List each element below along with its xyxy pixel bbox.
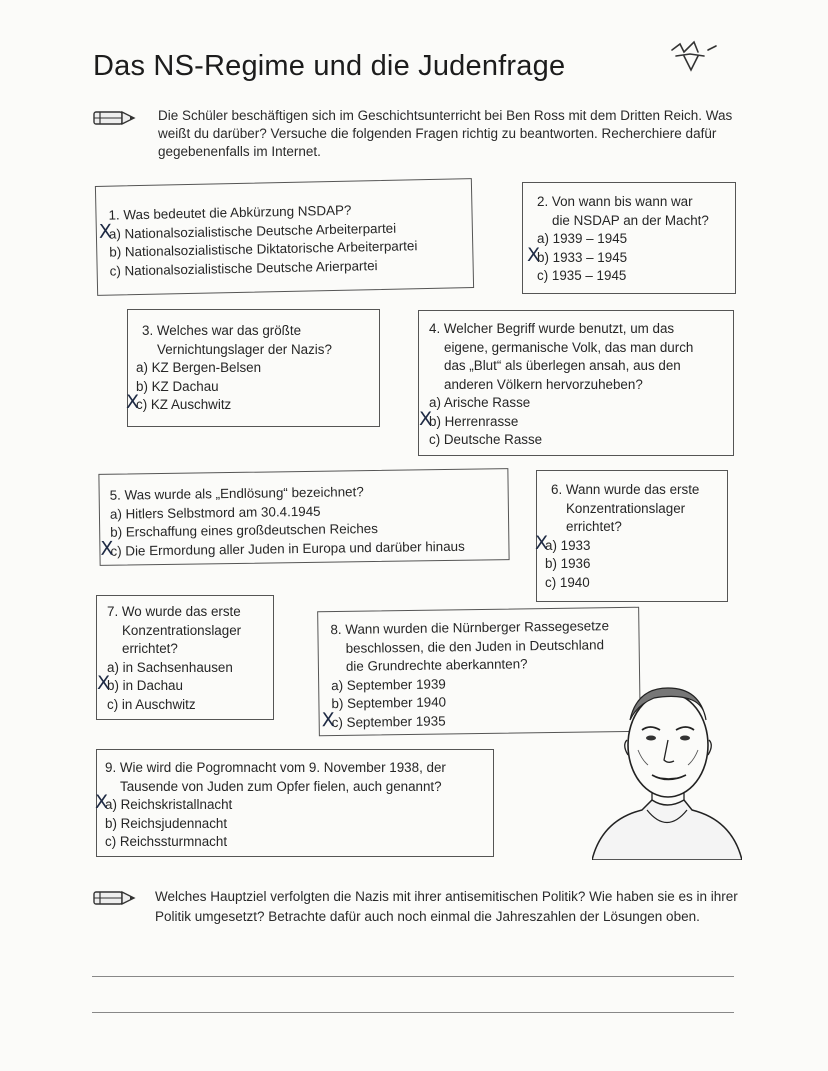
cross-mark: X <box>100 537 114 560</box>
question-text: 7. Wo wurde das erste <box>107 604 241 619</box>
question-text: Vernichtungslager der Nazis? <box>157 341 332 357</box>
answer-option[interactable]: c) 1940 <box>545 574 590 590</box>
question-text: Konzentrationslager <box>566 500 686 516</box>
page-title: Das NS-Regime und die Judenfrage <box>93 50 566 82</box>
question-text: 9. Wie wird die Pogromnacht vom 9. November 1938, der <box>105 760 446 775</box>
question-box-7 <box>96 595 274 720</box>
question-box-3 <box>127 309 380 427</box>
question-box-1 <box>95 178 474 296</box>
cross-mark: X <box>321 708 335 731</box>
answer-option[interactable]: b) Erschaffung eines großdeutschen Reiches <box>110 520 379 540</box>
answer-line[interactable] <box>92 976 734 977</box>
answer-option[interactable]: X b) Herrenrasse <box>419 407 519 430</box>
cross-mark: X <box>527 243 541 266</box>
question-text: die NSDAP an der Macht? <box>552 212 709 228</box>
ben-ross-portrait <box>592 660 742 860</box>
answer-option[interactable]: X b) in Dachau <box>97 672 183 694</box>
answer-option[interactable]: a) Arische Rasse <box>429 395 531 410</box>
answer-option[interactable]: b) KZ Dachau <box>136 378 219 394</box>
answer-option[interactable]: b) 1936 <box>545 556 591 571</box>
answer-option[interactable]: X c) KZ Auschwitz <box>126 391 232 413</box>
question-text: 5. Was wurde als „Endlösung“ bezeichnet? <box>109 484 364 503</box>
answer-option[interactable]: X a) Reichskristallnacht <box>95 791 233 813</box>
answer-option[interactable]: a) 1939 – 1945 <box>537 231 628 246</box>
answer-option[interactable]: a) KZ Bergen-Belsen <box>136 360 262 375</box>
answer-option[interactable]: a) September 1939 <box>331 675 446 693</box>
question-text: 3. Welches war das größte <box>142 323 302 338</box>
answer-option[interactable]: c) 1935 – 1945 <box>537 268 627 283</box>
question-text: das „Blut“ als überlegen ansah, aus den <box>444 358 681 373</box>
pencil-icon <box>92 108 136 128</box>
question-box-4 <box>418 310 734 456</box>
question-text: 8. Wann wurden die Nürnberger Rassegesetze <box>330 618 610 638</box>
answer-option[interactable]: b) Nationalsozialistische Diktatorische Arbeiterpartei <box>109 238 418 260</box>
question-text: errichtet? <box>566 519 622 534</box>
pencil-icon <box>92 888 136 908</box>
logo-icon <box>664 40 724 76</box>
answer-option[interactable]: c) Deutsche Rasse <box>429 432 543 447</box>
question-text: 4. Welcher Begriff wurde benutzt, um das <box>429 321 675 336</box>
answer-option[interactable]: X c) September 1935 <box>321 708 446 731</box>
question-box-9 <box>96 749 494 857</box>
answer-option[interactable]: a) in Sachsenhausen <box>107 659 233 675</box>
question-text: beschlossen, die den Juden in Deutschland <box>345 636 605 656</box>
question-box-2 <box>522 182 736 294</box>
question-box-5 <box>98 468 509 566</box>
answer-option[interactable]: c) in Auschwitz <box>107 696 196 712</box>
question-text: anderen Völkern hervorzuheben? <box>444 376 643 392</box>
question-text: 1. Was bedeutet die Abkürzung NSDAP? <box>108 202 352 223</box>
answer-option[interactable]: c) Nationalsozialistische Deutsche Arierpartei <box>109 257 378 279</box>
question-text: Tausende von Juden zum Opfer fielen, auch genannt? <box>120 778 442 794</box>
cross-mark: X <box>535 531 549 554</box>
answer-option[interactable]: X b) 1933 – 1945 <box>527 243 628 266</box>
cross-mark: X <box>97 672 111 694</box>
answer-option[interactable]: b) Reichsjudennacht <box>105 815 228 831</box>
question-text: 2. Von wann bis wann war <box>537 194 693 209</box>
answer-option[interactable]: X c) Die Ermordung aller Juden in Europa und darüber hinaus <box>100 537 465 560</box>
question-text: errichtet? <box>122 641 178 656</box>
answer-option[interactable]: X a) 1933 <box>535 531 591 554</box>
question-text: 6. Wann wurde das erste <box>551 482 700 497</box>
answer-option[interactable]: a) Hitlers Selbstmord am 30.4.1945 <box>109 503 321 522</box>
answer-option[interactable]: X a) Nationalsozialistische Deutsche Arbeiterpartei <box>98 220 397 243</box>
intro-text: Die Schüler beschäftigen sich im Geschichtsunterricht bei Ben Ross mit dem Dritten Reich. Was weißt du darüber? Versuche die folgenden Fragen richtig zu beantworten. Recherchiere dafür gegebenenfalls im Internet. <box>158 108 733 159</box>
cross-mark: X <box>98 220 113 243</box>
answer-option[interactable]: b) September 1940 <box>331 694 447 712</box>
cross-mark: X <box>95 791 109 813</box>
question-text: eigene, germanische Volk, das man durch <box>444 339 694 355</box>
question-text: Konzentrationslager <box>122 622 242 638</box>
answer-option[interactable]: c) Reichssturmnacht <box>105 834 228 849</box>
cross-mark: X <box>419 407 433 430</box>
answer-line[interactable] <box>92 1012 734 1013</box>
question-box-6 <box>536 470 728 602</box>
question-text: die Grundrechte aberkannten? <box>345 656 528 674</box>
cross-mark: X <box>126 391 140 413</box>
final-task-text: Welches Hauptziel verfolgten die Nazis mit ihrer antisemitischen Politik? Wie haben sie es in ihrer Politik umgesetzt? Betrachte dafür auch noch einmal die Jahreszahlen der Lösungen oben. <box>155 889 738 924</box>
